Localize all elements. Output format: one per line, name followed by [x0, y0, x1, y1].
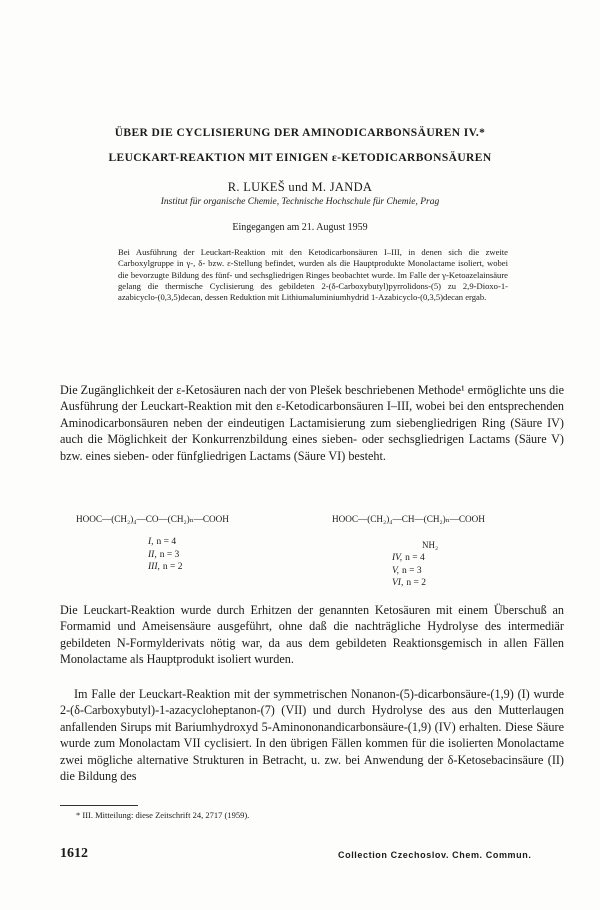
- compound-entry: I, n = 4: [148, 537, 177, 547]
- compound-entry: VI, n = 2: [392, 578, 426, 589]
- compound-entry: II, n = 3: [148, 549, 180, 560]
- body-paragraph-2: Die Leuckart-Reaktion wurde durch Erhitzen der genannten Ketosäuren mit einem Überschuß an Formamid und Ameisensäure ausgeführt, ohne daß die nachträgliche Hydrolyse des intermediär gebildeten N-Formylderivats nötig war, da aus dem gebildeten Reaktionsgemisch in allen Fällen Monolactame als Hauptprodukt isoliert wurden.: [60, 603, 564, 667]
- compound-entry: III, n = 2: [148, 562, 183, 573]
- received-date: Eingegangen am 21. August 1959: [232, 222, 368, 233]
- amino-acid-formula: HOOC—(CH₂)₄—CH—(CH₂)ₙ—COOH: [332, 514, 485, 524]
- institute: Institut für organische Chemie, Technische Hochschule für Chemie, Prag: [160, 197, 440, 207]
- footnote: * III. Mitteilung: diese Zeitschrift 24, 2717 (1959).: [76, 810, 250, 820]
- page-number: 1612: [60, 846, 88, 861]
- abstract: Bei Ausführung der Leuckart-Reaktion mit den Ketodicarbonsäuren I–III, in denen sich die zweite Carboxylgruppe in γ-, δ- bzw. ε-Stellung befindet, wurden als die Hauptprodukte Monolactame isoliert, wobei die bevorzugte Bildung des fünf- und sechsgliedrigen Ringes beobachtet wurde. Im Falle der γ-Ketoazelainsäure gelang die thermische Cyclisierung des gebildeten 2-(δ-Carboxybutyl)pyrrolidons-(5) zu 2,9-Dioxo-1-azabicyclo-(0,3,5)decan, dessen Reduktion mit Lithiumaluminiumhydrid 1-Azabicyclo-(0,3,5)decan ergab.: [118, 247, 508, 303]
- compound-entry: V, n = 3: [392, 565, 422, 576]
- article-title-line1: ÜBER DIE CYCLISIERUNG DER AMINODICARBONSÄUREN IV.*: [114, 127, 486, 139]
- footnote-rule: [60, 805, 138, 806]
- compound-entry: IV, n = 4: [392, 553, 425, 563]
- keto-compound-list: [148, 536, 182, 574]
- body-paragraph-1: Die Zugänglichkeit der ε-Ketosäuren nach der von Plešek beschriebenen Methode¹ ermöglichte uns die Ausführung der Leuckart-Reaktion mit den ε-Ketodicarbonsäuren I–III, wobei bei den entsprechenden Aminodicarbonsäuren neben der eindeutigen Lactamisierung zum siebengliedrigen Ring (Säure IV) auch die Möglichkeit der Konkurrenzbildung eines sieben- oder sechsgliedrigen Lactams (Säure V) bzw. eines sieben- oder fünfgliedrigen Lactams (Säure VI) besteht.: [60, 383, 564, 463]
- body-paragraph-3: Im Falle der Leuckart-Reaktion mit der symmetrischen Nonanon-(5)-dicarbonsäure-(1,9) (I) wurde 2-(δ-Carboxybutyl)-1-azacycloheptanon-(7) (VII) und durch Hydrolyse des aus den Mutterlaugen anfallenden Sirups mit Bariumhydroxyd 5-Aminononandicarbonsäure-(1,9) (IV) erhalten. Diese Säure wurde zum Monolactam VII cyclisiert. In den übrigen Fällen kommen für die isolierten Monolactame zwei mögliche alternative Strukturen in Betracht, u. zw. bei Anwendung der δ-Ketosebacinsäure (II) die Bildung des: [60, 687, 564, 784]
- amino-compound-list: [392, 552, 426, 590]
- journal-name: Collection Czechoslov. Chem. Commun.: [338, 850, 532, 860]
- keto-acid-formula: HOOC—(CH₂)₄—CO—(CH₂)ₙ—COOH: [76, 514, 229, 524]
- amino-substituent: NH₂: [422, 540, 439, 550]
- authors: R. LUKEŠ und M. JANDA: [227, 180, 373, 194]
- article-title-line2: LEUCKART-REAKTION MIT EINIGEN ε-KETODICARBONSÄUREN: [108, 152, 492, 164]
